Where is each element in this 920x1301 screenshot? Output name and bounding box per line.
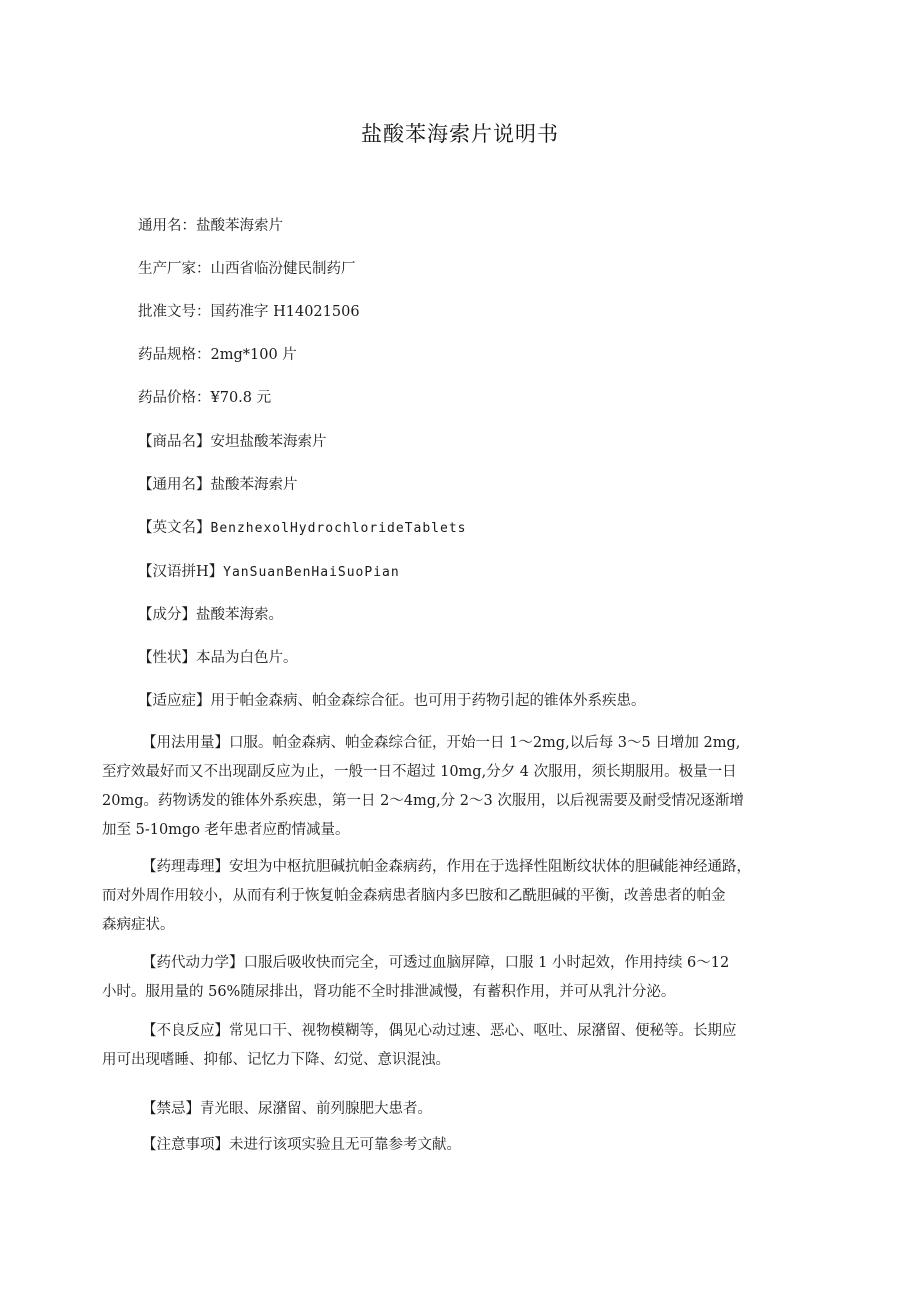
paragraph-line: 【药代动力学】口服后吸收快而完全，可透过血脑屏障，口服 1 小时起效，作用持续 6〜12 [142, 955, 730, 971]
paragraph-label: 【不良反应】 [142, 1023, 229, 1039]
section-label: 【性状】 [138, 650, 196, 666]
section-label: 【商品名】 [138, 434, 211, 450]
section-generic-name [138, 473, 298, 494]
section-value: 用于帕金森病、帕金森综合征。也可用于药物引起的锥体外系疾患。 [210, 693, 646, 709]
section-value: BenzhexolHydrochlorideTablets [210, 521, 467, 536]
section-pinyin [138, 560, 400, 581]
info-value: 山西省临汾健民制药厂 [210, 261, 356, 277]
paragraph-line: 而对外周作用较小，从而有利于恢复帕金森病患者脑内多巴胺和乙酰胆碱的平衡，改善患者的帕金 [102, 888, 726, 904]
section-label: 【注意事项】 [142, 1137, 229, 1153]
section-indications [138, 689, 646, 710]
section-appearance [138, 646, 298, 667]
info-value: 盐酸苯海索片 [196, 218, 283, 234]
section-value: 安坦盐酸苯海索片 [210, 434, 327, 450]
section-label: 【成分】 [138, 607, 196, 623]
info-generic-name [138, 214, 283, 235]
paragraph-line: 用可出现嗜睡、抑郁、记忆力下降、幻觉、意识混浊。 [102, 1052, 450, 1068]
info-manufacturer [138, 257, 356, 278]
paragraph-adverse-reactions [102, 1017, 737, 1075]
section-value: 盐酸苯海索。 [196, 607, 283, 623]
section-value: 青光眼、尿潴留、前列腺肥大患者。 [200, 1101, 432, 1117]
paragraph-line: 加至 5-10mgo 老年患者应酌情减量。 [102, 822, 350, 838]
info-label: 批准文号： [138, 304, 211, 320]
section-label: 【英文名】 [138, 520, 211, 536]
paragraph-label: 【药理毒理】 [142, 859, 229, 875]
section-value: 本品为白色片。 [196, 650, 298, 666]
section-contraindications [142, 1097, 432, 1118]
paragraph-line: 小时。服用量的 56%随尿排出，肾功能不全时排泄减慢，有蓄积作用，并可从乳汁分泌。 [102, 984, 676, 1000]
paragraph-line: 至疗效最好而又不出现副反应为止，一般一日不超过 10mg,分夕 4 次服用，须长期服用。极量一日 [102, 764, 737, 780]
paragraph-pharmacokinetics [102, 949, 729, 1007]
document-title: 盐酸苯海索片说明书 [361, 122, 559, 146]
section-ingredients [138, 603, 283, 624]
info-label: 药品价格： [138, 390, 211, 406]
paragraph-label: 【药代动力学】 [142, 955, 244, 971]
info-price [138, 386, 271, 407]
section-value: YanSuanBenHaiSuoPian [223, 565, 400, 580]
paragraph-line: 森病症状。 [102, 917, 175, 933]
section-label: 【汉语拼H】 [138, 564, 224, 580]
paragraph-dosage [102, 729, 744, 845]
section-trade-name [138, 430, 327, 451]
section-english-name [138, 516, 466, 537]
paragraph-line: 【不良反应】常见口干、视物模糊等，偶见心动过速、恶心、呕吐、尿潴留、便秘等。长期应 [142, 1023, 737, 1039]
info-label: 生产厂家： [138, 261, 211, 277]
section-label: 【适应症】 [138, 693, 211, 709]
section-label: 【通用名】 [138, 477, 211, 493]
info-value: ¥70.8 元 [210, 390, 272, 406]
info-approval-number [138, 300, 360, 321]
info-label: 通用名： [138, 218, 196, 234]
section-precautions [142, 1133, 461, 1154]
paragraph-line: 【用法用量】口服。帕金森病、帕金森综合征，开始一日 1〜2mg,以后每 3〜5 日增加 2mg, [142, 735, 741, 751]
section-value: 盐酸苯海索片 [210, 477, 298, 493]
paragraph-label: 【用法用量】 [142, 735, 229, 751]
info-value: 国药准字 H14021506 [210, 304, 360, 320]
paragraph-pharmacology [102, 853, 751, 940]
paragraph-line: 20mg。药物诱发的锥体外系疾患，第一日 2〜4mg,分 2〜3 次服用，以后视需要及耐受情况逐渐增 [102, 793, 744, 809]
paragraph-line: 【药理毒理】安坦为中枢抗胆碱抗帕金森病药，作用在于选择性阻断纹状体的胆碱能神经通路， [142, 859, 751, 875]
section-value: 未进行该项实验且无可靠参考文献。 [229, 1137, 461, 1153]
info-specification [138, 343, 297, 364]
info-label: 药品规格： [138, 347, 211, 363]
info-value: 2mg*100 片 [210, 347, 297, 363]
section-label: 【禁忌】 [142, 1101, 200, 1117]
